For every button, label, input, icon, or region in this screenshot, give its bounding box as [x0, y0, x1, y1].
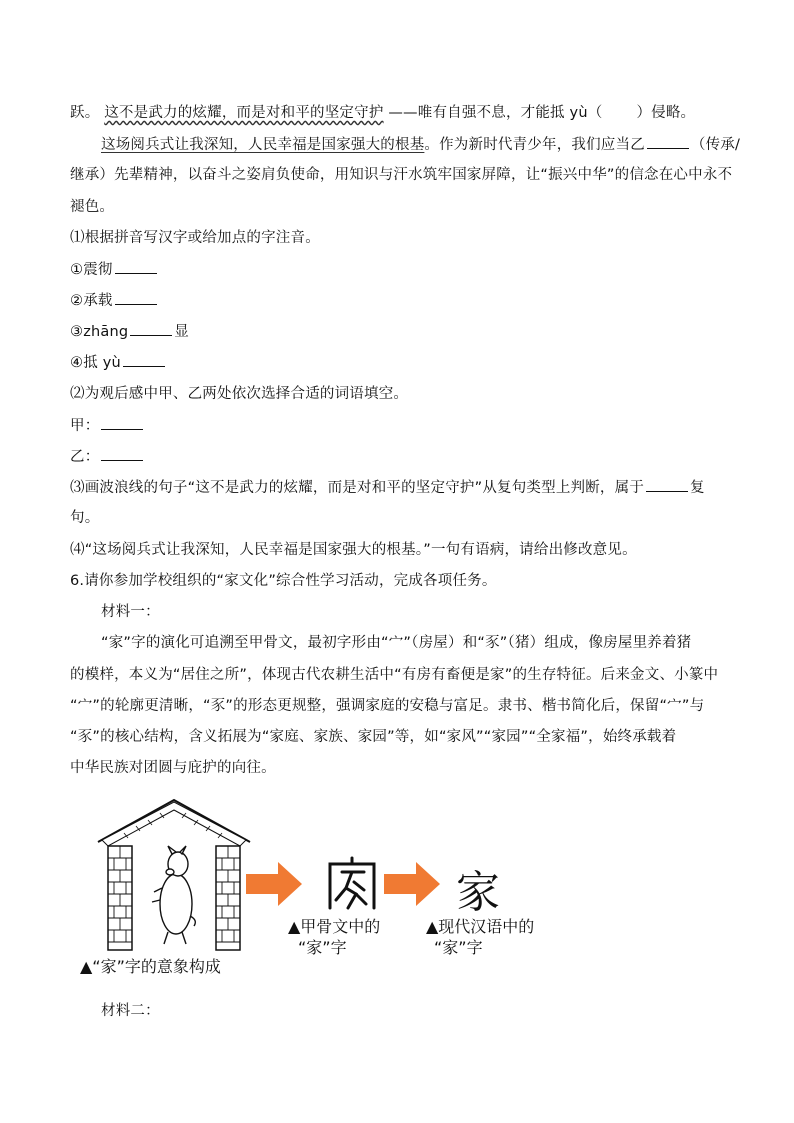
question-2-yi [70, 446, 145, 467]
question-3-cont: 句。 [70, 510, 100, 526]
question-1-item-2 [70, 290, 159, 311]
caption-modern-line-2: “家”字 [434, 938, 483, 957]
fill-blank-yi [647, 134, 689, 149]
oracle-bone-jia-glyph [324, 854, 380, 914]
question-3 [70, 477, 705, 498]
material-2-title: 材料二： [101, 1003, 160, 1019]
material-1-line-5: 中华民族对团圆与庇护的向往。 [70, 760, 276, 776]
item-label: ③zhāng [70, 324, 129, 340]
question-1-item-4 [70, 352, 167, 373]
pig-icon [152, 846, 195, 944]
question-4: ⑷“这场阅兵式让我深知，人民幸福是国家强大的根基。”一句有语病，请给出修改意见。 [70, 542, 637, 558]
question-2-jia [70, 415, 145, 436]
passage-line-1 [70, 103, 695, 123]
underlined-sentence: 这场阅兵式让我深知，人民幸福是国家强大的根基 [101, 137, 425, 153]
answer-blank [130, 321, 172, 336]
item-label: 显 [174, 324, 189, 340]
question-1-item-3 [70, 321, 189, 342]
item-label: ②承载 [70, 293, 113, 309]
item-label: ④抵 yù [70, 355, 121, 371]
task-6-intro: 6.请你参加学校组织的“家文化”综合性学习活动，完成各项任务。 [70, 573, 497, 589]
material-1-line-1: “家”字的演化可追溯至甲骨文，最初字形由“宀”（房屋）和“豕”（猪）组成，像房屋里养着猪 [101, 635, 692, 651]
answer-blank [646, 477, 688, 492]
modern-jia-character: 家 [456, 867, 500, 918]
text-segment: 复 [690, 480, 705, 496]
material-1-line-3: “宀”的轮廓更清晰，“豕”的形态更规整，强调家庭的安稳与富足。隶书、楷书简化后，保留“宀”与 [70, 698, 705, 714]
jia-character-figure [76, 796, 596, 986]
text-segment: ）侵略。 [636, 105, 696, 121]
caption-house: ▲“家”字的意象构成 [80, 957, 221, 976]
caption-oracle-line-2: “家”字 [298, 938, 347, 957]
question-1-item-1 [70, 259, 159, 280]
answer-blank [115, 290, 157, 305]
text-segment: ⑶画波浪线的句子“这不是武力的炫耀，而是对和平的坚定守护”从复句类型上判断，属于 [70, 480, 645, 496]
text-segment: 。作为新时代青少年，我们应当乙 [424, 137, 645, 153]
text-segment: 跃。 [70, 105, 100, 121]
answer-blank [101, 446, 143, 461]
text-segment: ——唯有自强不息，才能抵 yù（ [388, 105, 603, 121]
question-2: ⑵为观后感中甲、乙两处依次选择合适的词语填空。 [70, 386, 409, 402]
text-segment: （传承/ [690, 137, 741, 153]
arrow-right-icon [246, 862, 302, 906]
answer-blank [101, 415, 143, 430]
wavy-underlined-sentence: 这不是武力的炫耀，而是对和平的坚定守护 [104, 105, 384, 121]
item-label: 乙： [70, 449, 100, 465]
question-1: ⑴根据拼音写汉字或给加点的字注音。 [70, 230, 320, 246]
arrow-right-icon [384, 862, 440, 906]
answer-blank [123, 352, 165, 367]
answer-blank [115, 259, 157, 274]
passage-line-3: 继承）先辈精神，以奋斗之姿肩负使命，用知识与汗水筑牢国家屏障，让“振兴中华”的信念在心中永不 [70, 167, 733, 183]
house-with-pig-illustration [94, 796, 254, 954]
caption-oracle-line-1: ▲甲骨文中的 [288, 917, 381, 936]
material-1-title: 材料一： [101, 604, 160, 620]
item-label: 甲： [70, 418, 100, 434]
material-1-line-4: “豕”的核心结构，含义拓展为“家庭、家族、家园”等，如“家风”“家园”“全家福”，始终承载着 [70, 729, 677, 745]
material-1-line-2: 的模样，本义为“居住之所”，体现古代农耕生活中“有房有畜便是家”的生存特征。后来金文、小篆中 [70, 667, 719, 683]
item-label: ①震彻 [70, 262, 113, 278]
caption-modern-line-1: ▲现代汉语中的 [426, 917, 535, 936]
passage-line-4: 褪色。 [70, 199, 115, 215]
passage-line-2 [101, 134, 740, 155]
